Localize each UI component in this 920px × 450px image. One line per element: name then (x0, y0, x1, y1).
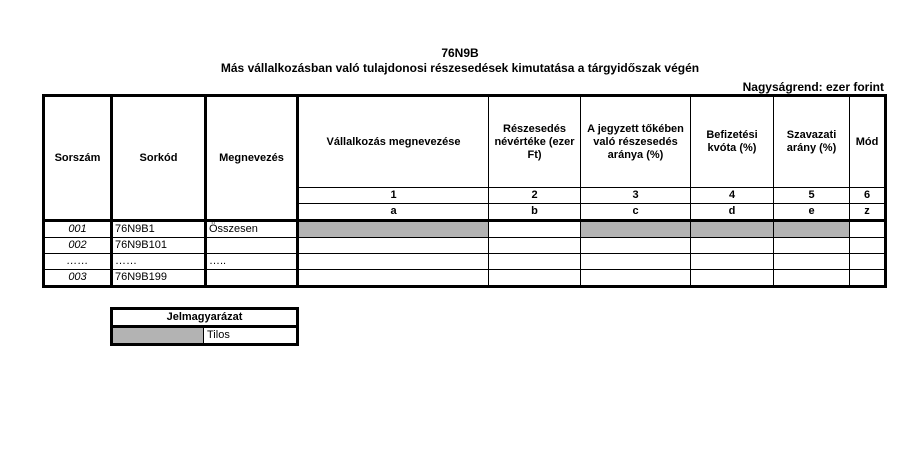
row-sorszam: 002 (44, 238, 112, 254)
header-col-4: Befizetési kvóta (%) (691, 96, 774, 188)
row-megnevezes (206, 238, 298, 254)
legend-swatch-disabled (112, 327, 204, 345)
data-table (42, 94, 887, 288)
header-col-5: Szavazati arány (%) (774, 96, 850, 188)
cell-disabled (581, 221, 691, 238)
cell-disabled (691, 221, 774, 238)
cell-input[interactable] (850, 254, 886, 270)
row-sorszam: …… (44, 254, 112, 270)
cell-input[interactable] (489, 221, 581, 238)
cell-input[interactable] (489, 270, 581, 287)
row-megnevezes: ….. (206, 254, 298, 270)
cell-input[interactable] (850, 221, 886, 238)
header-sorkod: Sorkód (112, 96, 206, 221)
col-number: 5 (774, 188, 850, 204)
row-sorkod: 76N9B1 (112, 221, 206, 238)
cell-input[interactable] (581, 238, 691, 254)
legend-label: Tilos (204, 327, 298, 345)
row-megnevezes: Összesen (206, 221, 298, 238)
col-number: 1 (298, 188, 489, 204)
cell-input[interactable] (298, 254, 489, 270)
row-sorszam: 001 (44, 221, 112, 238)
cell-input[interactable] (298, 270, 489, 287)
form-code-title: 76N9B (441, 46, 479, 60)
col-number: 4 (691, 188, 774, 204)
col-letter: c (581, 204, 691, 221)
cell-input[interactable] (581, 270, 691, 287)
row-megnevezes (206, 270, 298, 287)
row-sorszam: 003 (44, 270, 112, 287)
cell-input[interactable] (581, 254, 691, 270)
unit-label: Nagyságrend: ezer forint (742, 80, 884, 94)
header-sorszam: Sorszám (44, 96, 112, 221)
header-col-2: Részesedés névértéke (ezer Ft) (489, 96, 581, 188)
cell-input[interactable] (489, 238, 581, 254)
cell-input[interactable] (774, 270, 850, 287)
col-letter: b (489, 204, 581, 221)
header-col-6: Mód (850, 96, 886, 188)
cell-input[interactable] (850, 270, 886, 287)
cell-input[interactable] (774, 238, 850, 254)
col-letter: d (691, 204, 774, 221)
cell-input[interactable] (774, 254, 850, 270)
cell-input[interactable] (691, 238, 774, 254)
row-sorkod: …… (112, 254, 206, 270)
row-sorkod: 76N9B199 (112, 270, 206, 287)
row-sorkod: 76N9B101 (112, 238, 206, 254)
header-col-3: A jegyzett tőkében való részesedés aránya (%) (581, 96, 691, 188)
col-number: 2 (489, 188, 581, 204)
col-letter: z (850, 204, 886, 221)
header-col-1: Vállalkozás megnevezése (298, 96, 489, 188)
col-number: 3 (581, 188, 691, 204)
legend-table (110, 307, 299, 346)
form-subtitle: Más vállalkozásban való tulajdonosi részesedések kimutatása a tárgyidőszak végén (220, 61, 700, 75)
cell-disabled (774, 221, 850, 238)
col-letter: e (774, 204, 850, 221)
table-row (44, 221, 886, 238)
table-row (44, 254, 886, 270)
cell-input[interactable] (691, 254, 774, 270)
header-megnevezes: Megnevezés (206, 96, 298, 221)
table-row (44, 270, 886, 287)
legend-title: Jelmagyarázat (112, 309, 298, 327)
cell-input[interactable] (691, 270, 774, 287)
table-row (44, 238, 886, 254)
cell-input[interactable] (298, 238, 489, 254)
col-number: 6 (850, 188, 886, 204)
cell-input[interactable] (850, 238, 886, 254)
cell-input[interactable] (489, 254, 581, 270)
cell-disabled (298, 221, 489, 238)
col-letter: a (298, 204, 489, 221)
